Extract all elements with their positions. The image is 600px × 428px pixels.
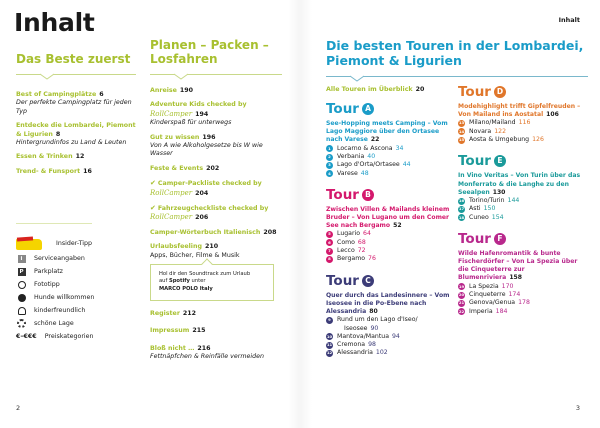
toc-entry[interactable]: ✔ Fahrzeugcheckliste checked by RollCamper 206	[150, 204, 269, 222]
tour-stop[interactable]: 9 Rund um den Lago d'Iseo/ Iseosee 90	[326, 316, 452, 333]
spotify-tip-box: Hol dir den Soundtrack zum Urlaub auf Spotify unter MARCO POLO Italy	[150, 264, 274, 301]
tours-column-left	[326, 86, 452, 367]
stop-number-icon: 10	[326, 333, 333, 339]
stop-number-icon: 22	[458, 308, 465, 314]
tour-stop[interactable]: 2 Verbania 40	[326, 153, 452, 161]
tour-d-badge: D	[494, 86, 506, 98]
stop-number-icon: 21	[458, 300, 465, 306]
stop-number-icon: 20	[458, 291, 465, 297]
tours-heading: Die besten Touren in der Lombardei, Piemont & Ligurien	[326, 38, 584, 68]
toc-entry[interactable]: Entdecke die Lombardei, Piemont & Ligurien 8 Hintergrundinfos zu Land & Leuten	[16, 122, 136, 147]
legend-item: Hunde willkommen	[16, 291, 94, 304]
tours-heading-block	[326, 38, 588, 83]
stop-number-icon: 2	[326, 154, 333, 161]
tour-stop[interactable]: 12 Alessandria 102	[326, 349, 388, 357]
tour-d[interactable]: Tour D Modehighlight trifft Gipfelfreuden – Von Mailand ins Aostatal 106 13 Milano/Mailand 116 14 Novara 122 15 Aosta & Umgebung 126	[458, 84, 590, 144]
legend-item: i Serviceangaben	[16, 252, 94, 265]
dog-icon	[16, 293, 27, 302]
tour-stop[interactable]: 17 Asti 150	[458, 205, 496, 213]
tour-b[interactable]: Tour B Zwischen Villen & Mailands kleinem Bruder – Von Lugano um den Comer See nach Bergamo 52 5 Lugario 64 6 Como 68 7 Lecco 72 8 Bergamo 76	[326, 187, 452, 264]
stop-number-icon: 8	[326, 256, 333, 263]
toc-entry[interactable]: Bloß nicht … 216 Fettnäpfchen & Reinfälle vermeiden	[150, 344, 264, 360]
tour-stop[interactable]: 21 Genova/Genua 178	[458, 299, 530, 307]
right-page	[300, 0, 600, 428]
tour-stop[interactable]: 10 Mantova/Mantua 94	[326, 332, 400, 340]
checkmark-icon: ✔	[150, 204, 156, 213]
page-number-left: 2	[16, 404, 21, 412]
tour-stop[interactable]: 16 Torino/Turin 144	[458, 196, 520, 204]
page-gutter	[288, 0, 300, 428]
stop-number-icon: 6	[326, 239, 333, 246]
toc-entry[interactable]: Trend- & Funsport 16	[16, 167, 92, 175]
toc-entry[interactable]: Essen & Trinken 12	[16, 153, 85, 161]
toc-entry[interactable]: Register 212	[150, 309, 197, 317]
legend-item: €–€€€ Preiskategorien	[16, 333, 94, 340]
stop-number-icon: 5	[326, 231, 333, 238]
tour-b-badge: B	[362, 189, 374, 201]
tour-stop[interactable]: 5 Lugario 64	[326, 230, 452, 238]
planning-section	[150, 38, 282, 367]
legend-item: Insider-Tipp	[16, 234, 94, 252]
stop-number-icon: 12	[326, 350, 333, 356]
stop-number-icon: 16	[458, 197, 465, 203]
symbol-legend	[16, 234, 94, 343]
tour-stop[interactable]: 8 Bergamo 76	[326, 255, 452, 263]
tour-stop[interactable]: 7 Lecco 72	[326, 247, 452, 255]
tour-stop[interactable]: 13 Milano/Mailand 116	[458, 119, 531, 127]
checkmark-icon: ✔	[150, 179, 156, 188]
best-of-section	[16, 52, 136, 182]
tour-f-badge: F	[494, 233, 506, 245]
tour-a-badge: A	[362, 103, 374, 115]
legend-item: P Parkplatz	[16, 265, 94, 278]
stop-number-icon: 3	[326, 162, 333, 169]
info-icon: i	[16, 254, 27, 263]
tour-stop[interactable]: 15 Aosta & Umgebung 126	[458, 136, 544, 143]
stop-number-icon: 19	[458, 283, 465, 289]
tour-stop[interactable]: 20 Cinqueterre 174	[458, 290, 521, 298]
legend-item: schöne Lage	[16, 317, 94, 330]
all-tours-entry[interactable]: Alle Touren im Überblick 20	[326, 86, 425, 93]
legend-divider	[16, 223, 92, 224]
tour-e-badge: E	[494, 155, 506, 167]
stop-number-icon: 15	[458, 137, 465, 143]
stop-number-icon: 7	[326, 248, 333, 255]
tour-stop[interactable]: 19 La Spezia 170	[458, 282, 514, 290]
legend-item: kinderfreundlich	[16, 304, 94, 317]
toc-entry[interactable]: ✔ Camper-Packliste checked by RollCamper 204	[150, 179, 262, 197]
stop-number-icon: 11	[326, 342, 333, 348]
tour-stop[interactable]: 6 Como 68	[326, 239, 452, 247]
toc-entry[interactable]: Impressum 215	[150, 327, 206, 335]
legend-item: Fototipp	[16, 278, 94, 291]
tour-e[interactable]: Tour E In Vino Veritas – Von Turin über das Monferrato & die Langhe zu den Seealpen 130 16 Torino/Turin 144 17 Asti 150 18 Cuneo 154	[458, 153, 590, 222]
child-icon	[16, 306, 27, 315]
toc-entry[interactable]: Anreise 190	[150, 87, 194, 94]
stop-number-icon: 18	[458, 214, 465, 220]
spotify-brand: Spotify	[168, 278, 190, 285]
tour-c[interactable]: Tour C Quer durch das Landesinnere – Vom Iseosee in die Po-Ebene nach Alessandria 80 9 Rund um den Lago d'Iseo/ Iseosee 90 10 Mantova/Mantua 94 11 Cremona 98 12 Alessandria 102	[326, 273, 452, 358]
tour-stop[interactable]: 18 Cuneo 154	[458, 213, 504, 221]
tour-a[interactable]: Tour A See-Hopping meets Camping – Vom Lago Maggiore über den Ortasee nach Varese 22 1 Locarno & Ascona 34 2 Verbania 40 3 Lago d'Orta/Ortasee 44 4 Varese 48	[326, 101, 452, 178]
running-head: Inhalt	[558, 16, 580, 24]
toc-entry[interactable]: Camper-Wörterbuch Italienisch 208	[150, 228, 277, 236]
sun-icon	[16, 319, 27, 328]
tour-f[interactable]: Tour F Wilde Hafenromantik & bunte Fischerdörfer – Von La Spezia über die Cinqueterre zur Blumenriviera 158 19 La Spezia 170 20 Cinqueterre 174 21 Genova/Genua 178 22 Imperia 184	[458, 231, 590, 316]
tour-stop[interactable]: 4 Varese 48	[326, 170, 452, 178]
section-divider	[16, 71, 136, 81]
tour-stop[interactable]: 11 Cremona 98	[326, 341, 376, 349]
tours-column-right	[458, 84, 590, 325]
parking-icon: P	[19, 268, 24, 275]
section-divider	[150, 71, 282, 81]
euro-icon: €–€€€	[16, 333, 37, 340]
stop-number-icon: 14	[458, 128, 465, 134]
tour-stop[interactable]: 3 Lago d'Orta/Ortasee 44	[326, 161, 452, 169]
stop-number-icon: 13	[458, 120, 465, 126]
stop-number-icon: 17	[458, 206, 465, 212]
camera-icon	[16, 280, 27, 289]
page-number-right: 3	[575, 404, 580, 412]
stop-number-icon: 1	[326, 145, 333, 152]
toc-entry[interactable]: Best of Campingplätze 6 Der perfekte Campingplatz für jeden Typ	[16, 91, 132, 115]
toc-entry[interactable]: Urlaubsfeeling 210 Apps, Bücher, Filme & Musik	[150, 243, 240, 259]
insider-tip-icon	[16, 236, 44, 250]
rollcamper-signature: RollCamper	[150, 188, 193, 197]
tour-stop[interactable]: 22 Imperia 184	[458, 307, 508, 315]
toc-entry[interactable]: Adventure Kids checked by RollCamper 194 Kinderspaß für unterwegs	[150, 101, 247, 127]
rollcamper-signature: RollCamper	[150, 109, 193, 118]
toc-entry[interactable]: Gut zu wissen 196 Von A wie Alkoholgesetze bis W wie Wasser	[150, 133, 263, 158]
stop-number-icon: 9	[326, 317, 333, 324]
planning-heading: Planen – Packen – Losfahren	[150, 38, 269, 66]
best-of-heading: Das Beste zuerst	[16, 52, 131, 66]
rollcamper-signature: RollCamper	[150, 213, 193, 222]
stop-number-icon: 4	[326, 170, 333, 177]
tour-stop[interactable]: 1 Locarno & Ascona 34	[326, 145, 452, 153]
tour-c-badge: C	[362, 275, 374, 287]
tour-stop[interactable]: 14 Novara 122	[458, 127, 507, 135]
toc-entry[interactable]: Feste & Events 202	[150, 164, 220, 172]
section-divider	[326, 73, 588, 83]
page-title: Inhalt	[14, 8, 95, 37]
